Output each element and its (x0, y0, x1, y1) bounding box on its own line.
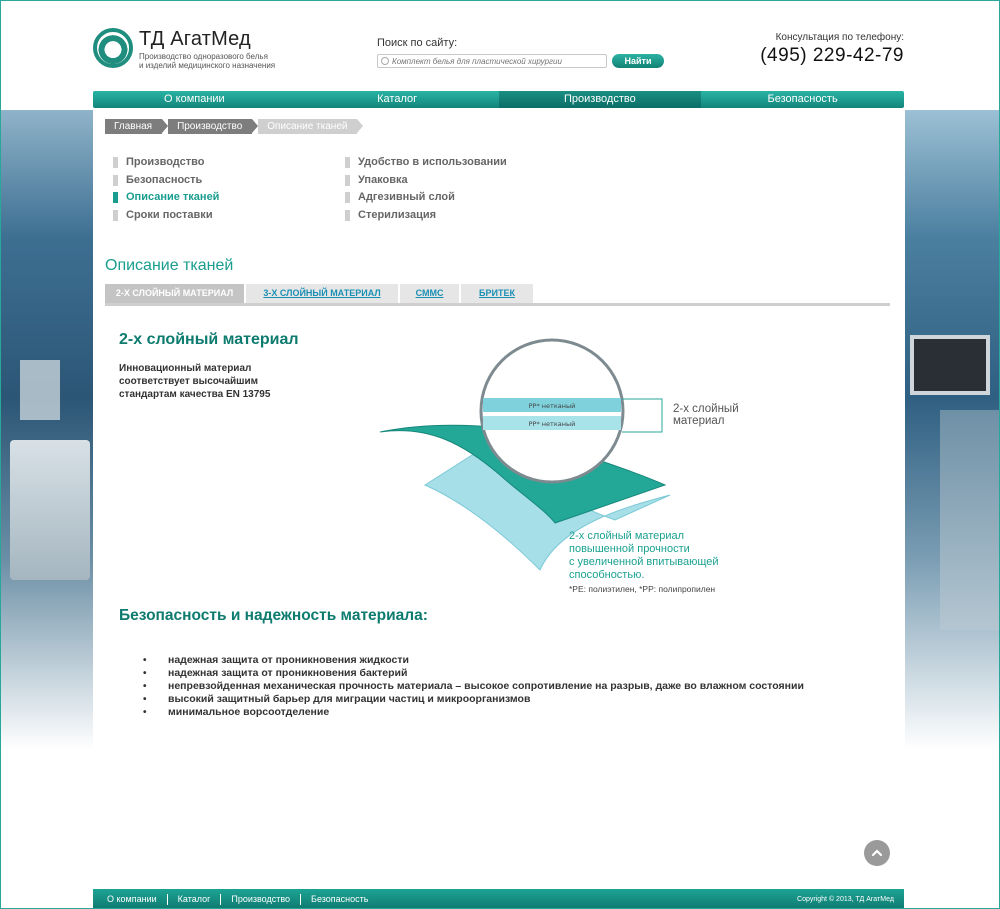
logo-subtitle: Производство одноразового белья и изделий медицинского назначения (139, 52, 276, 70)
search-label: Поиск по сайту: (377, 37, 458, 49)
search-icon (381, 57, 389, 65)
logo-icon (93, 28, 133, 68)
nav-item-about[interactable]: О компании (164, 93, 225, 105)
footer-link-production[interactable]: Производство (221, 894, 301, 905)
footer-link-catalog[interactable]: Каталог (168, 894, 222, 905)
material-tabs (105, 284, 890, 306)
tab-britek[interactable]: БРИТЕК (461, 284, 533, 303)
list-item: • высокий защитный барьер для миграции частиц и микроорганизмов (143, 693, 804, 706)
material-intro: Инновационный материал соответствует высочайшим стандартам качества EN 13795 (119, 363, 271, 400)
phone-label: Консультация по телефону: (775, 32, 904, 43)
subnav-safety[interactable]: Безопасность (113, 174, 345, 192)
logo[interactable] (93, 28, 299, 70)
copyright: Copyright © 2013, ТД АгатМед (797, 895, 894, 903)
page-title: Описание тканей (105, 257, 234, 274)
subnav-convenience[interactable]: Удобство в использовании (345, 156, 577, 174)
section-subnav (113, 156, 577, 226)
callout-bracket (622, 399, 662, 432)
footnote: *PE: полиэтилен, *PP: полипропилен (569, 584, 716, 594)
phone-block (760, 32, 904, 67)
background-device (20, 360, 60, 420)
phone-number[interactable]: (495) 229-42-79 (760, 45, 904, 66)
nav-item-safety[interactable]: Безопасность (767, 93, 838, 105)
list-item: • надежная защита от проникновения бактерий (143, 667, 804, 680)
search-box[interactable] (377, 54, 607, 68)
search-button[interactable]: Найти (612, 54, 664, 68)
subnav-adhesive[interactable]: Адгезивный слой (345, 191, 577, 209)
subnav-production[interactable]: Производство (113, 156, 345, 174)
subnav-delivery[interactable]: Сроки поставки (113, 209, 345, 227)
safety-heading: Безопасность и надежность материала: (119, 607, 428, 624)
background-device (10, 440, 90, 580)
tab-2-layer[interactable]: 2-Х СЛОЙНЫЙ МАТЕРИАЛ (105, 284, 244, 303)
logo-title: ТД АгатМед (139, 28, 251, 50)
footer (93, 889, 904, 909)
layer-label-top: PP* нетканый (528, 402, 576, 410)
scroll-to-top-button[interactable] (864, 840, 890, 866)
list-item: • надежная защита от проникновения жидкости (143, 654, 804, 667)
list-item: • минимальное ворсоотделение (143, 706, 804, 719)
breadcrumb-home[interactable]: Главная (105, 119, 162, 134)
breadcrumb-production[interactable]: Производство (168, 119, 252, 134)
tab-3-layer[interactable]: 3-Х СЛОЙНЫЙ МАТЕРИАЛ (246, 284, 398, 303)
site-search (377, 37, 664, 68)
subnav-packaging[interactable]: Упаковка (345, 174, 577, 192)
background-monitor (910, 335, 990, 395)
callout-label: 2-х слойный материал (673, 403, 739, 427)
footer-link-safety[interactable]: Безопасность (311, 893, 369, 904)
breadcrumb-current: Описание тканей (258, 119, 357, 134)
list-item: • непревзойденная механическая прочность материала – высокое сопротивление на разрыв, даже во влажном состоянии (143, 680, 804, 693)
nav-item-production[interactable]: Производство (499, 91, 702, 108)
breadcrumb (105, 119, 363, 134)
main-nav (93, 91, 904, 108)
nav-item-catalog[interactable]: Каталог (377, 93, 418, 105)
footer-link-about[interactable]: О компании (97, 894, 168, 905)
material-heading: 2-х слойный материал (119, 331, 299, 348)
background-cabinet (940, 410, 1000, 630)
subnav-fabrics[interactable]: Описание тканей (113, 191, 345, 209)
layer-label-bottom: PP* нетканый (528, 420, 576, 428)
background-photo-right (890, 110, 1000, 750)
chevron-up-icon (871, 847, 883, 859)
material-diagram (370, 325, 790, 600)
safety-list (143, 654, 804, 719)
material-description: 2-х слойный материал повышенной прочности с увеличенной впитывающей способностью. (569, 530, 719, 581)
tab-smms[interactable]: СММС (400, 284, 459, 303)
subnav-sterilization[interactable]: Стерилизация (345, 209, 577, 227)
search-input[interactable] (392, 57, 592, 66)
